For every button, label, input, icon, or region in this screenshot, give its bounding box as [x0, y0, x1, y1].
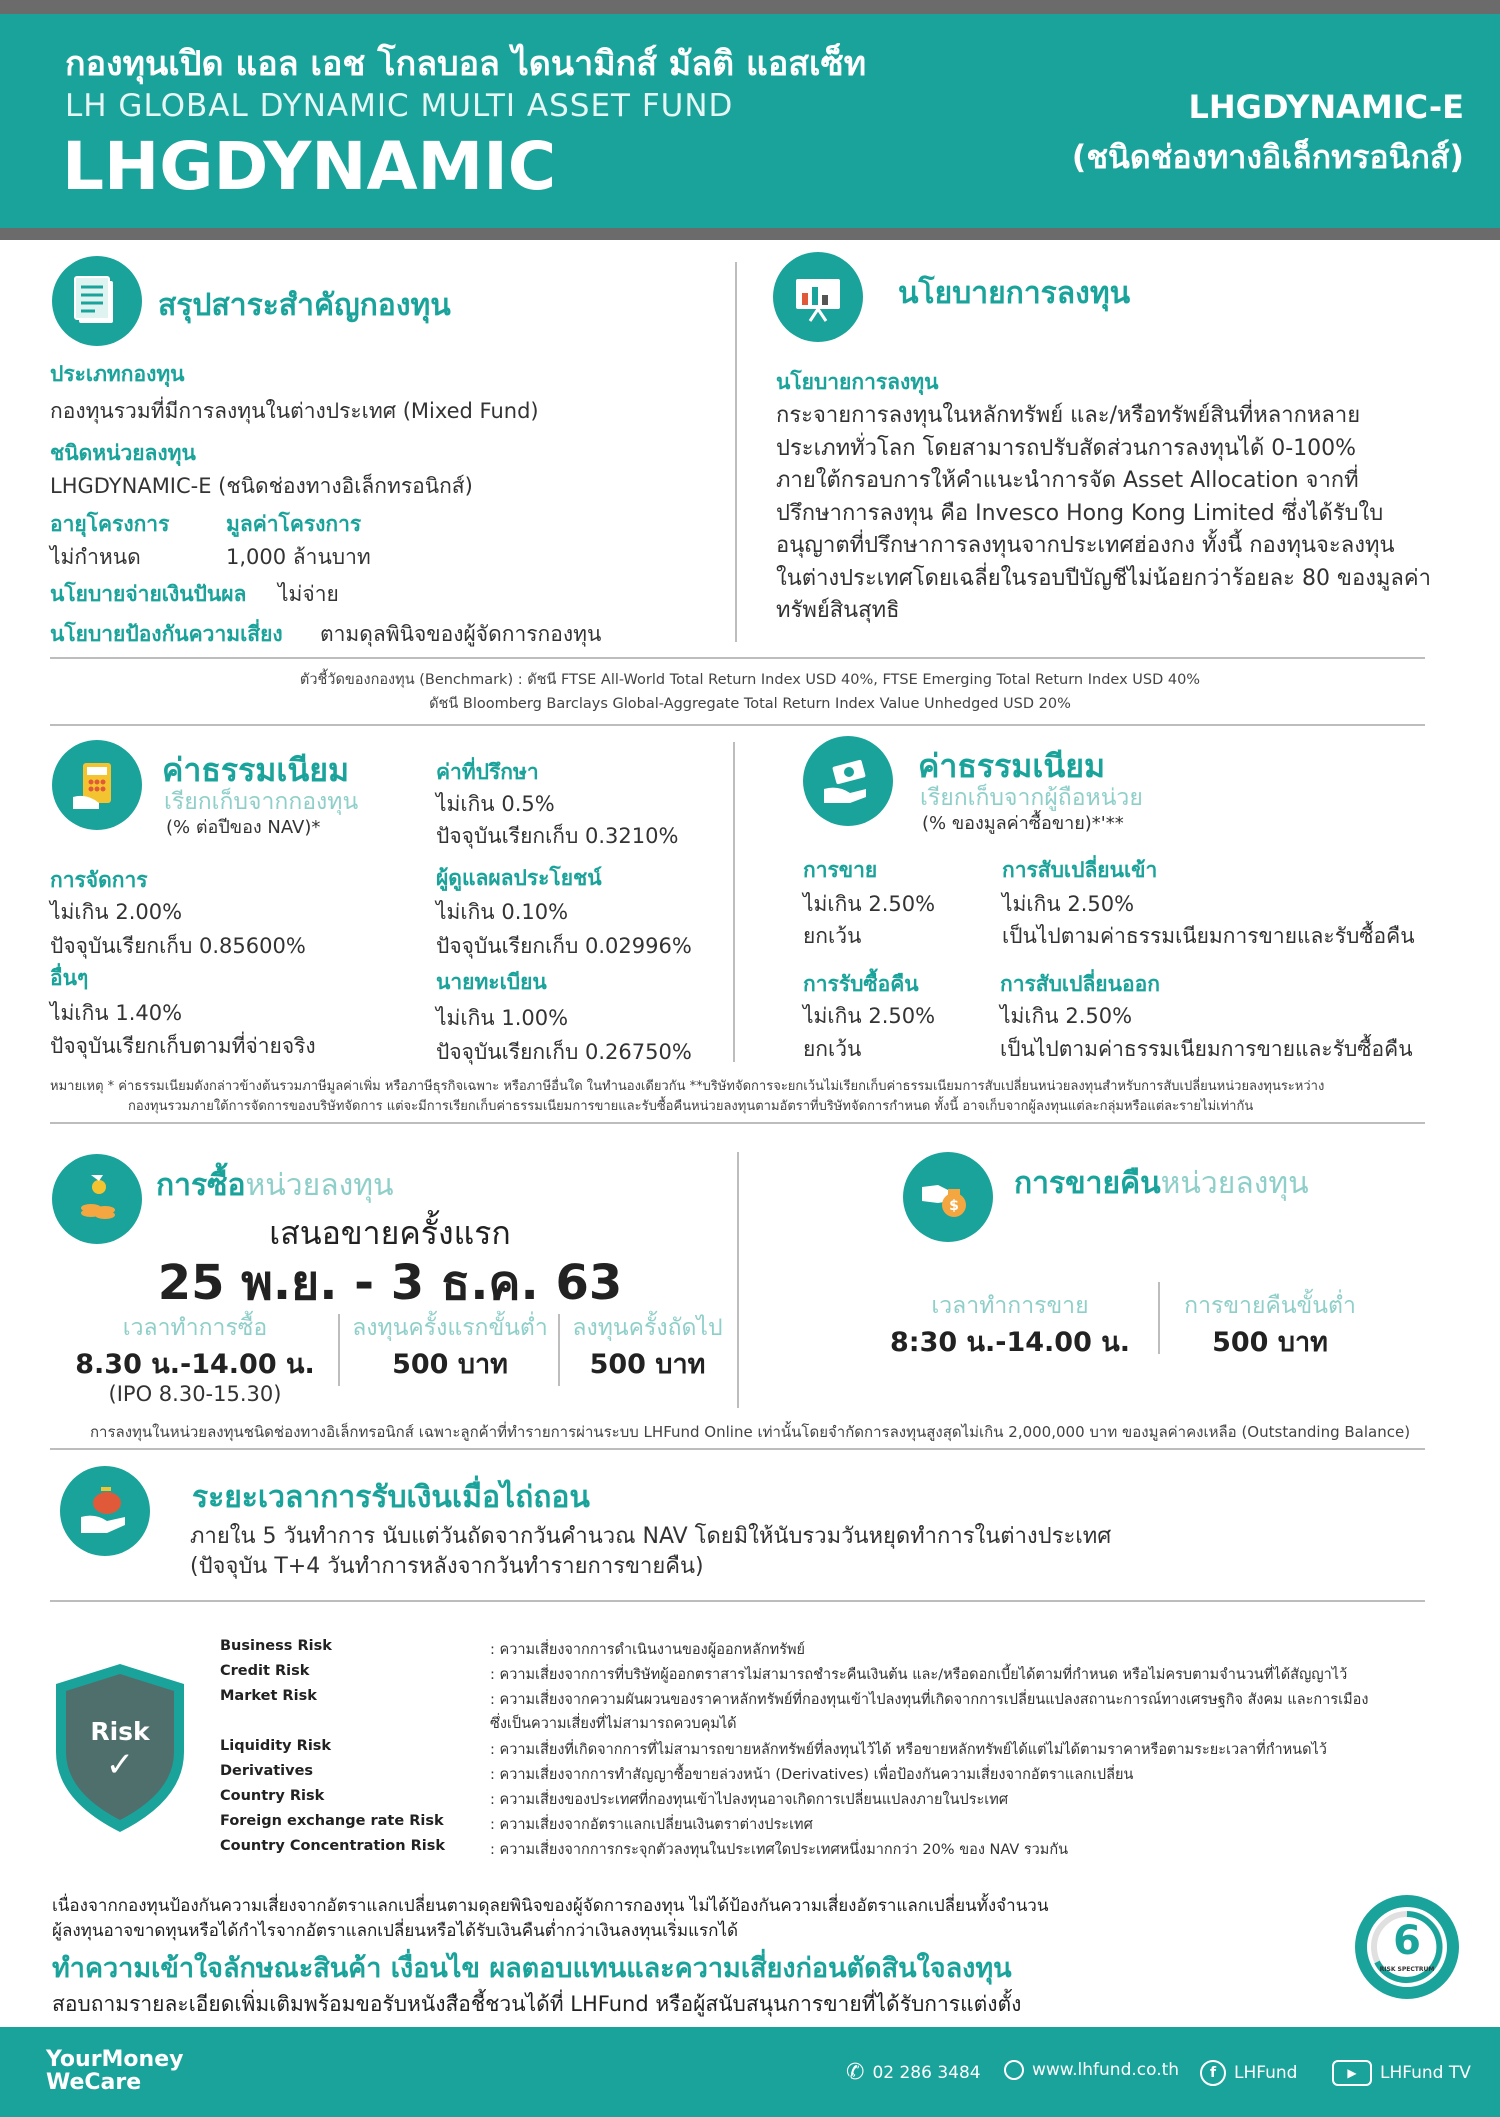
- switch-out-fee-max: ไม่เกิน 2.50%: [1000, 1004, 1133, 1028]
- switch-out-fee-label: การสับเปลี่ยนออก: [1000, 972, 1160, 996]
- sale-fee-max: ไม่เกิน 2.50%: [803, 892, 936, 916]
- online-note: การลงทุนในหน่วยลงทุนชนิดช่องทางอิเล็กทรอนิกส์ เฉพาะลูกค้าที่ทำรายการผ่านระบบ LHFund Online เท่านั้นโดยจำกัดการลงทุนสูงสุดไม่เกิน 2,000,000 บาท ของมูลค่าคงเหลือ (Outstanding Balance): [89, 1423, 1411, 1441]
- ipo-label: เสนอขายครั้งแรก: [269, 1214, 511, 1252]
- header-bottom-stripe: [0, 228, 1500, 240]
- risk-desc: : ความเสี่ยงจากการที่บริษัทผู้ออกตราสารไม่สามารถชำระคืนเงินต้น และ/หรือดอกเบี้ยได้ตามที่กำหนด หรือไม่ครบตามจำนวนที่ได้สัญญาไว้: [490, 1667, 1348, 1683]
- term-label: อายุโครงการ: [50, 512, 170, 536]
- disclaimer-headline: ทำความเข้าใจลักษณะสินค้า เงื่อนไข ผลตอบแทนและความเสี่ยงก่อนตัดสินใจลงทุน: [52, 1953, 1012, 1984]
- hedge-label: นโยบายป้องกันความเสี่ยง: [50, 622, 283, 646]
- calculator-icon: [52, 740, 142, 830]
- advisor-fee-label: ค่าที่ปรึกษา: [436, 760, 539, 784]
- divider: [737, 1152, 739, 1408]
- summary-title: สรุปสาระสำคัญกองทุน: [158, 288, 451, 323]
- risk-shield-label: Risk: [90, 1717, 150, 1746]
- footer-tv[interactable]: [1332, 2060, 1471, 2086]
- risk-desc: ซึ่งเป็นความเสี่ยงที่ไม่สามารถควบคุมได้: [490, 1716, 737, 1732]
- switch-out-fee-current: เป็นไปตามค่าธรรมเนียมการขายและรับซื้อคืน: [1000, 1037, 1413, 1061]
- benchmark-line-1: ตัวชี้วัดของกองทุน (Benchmark) : ดัชนี FTSE All-World Total Return Index USD 40%, FTSE Emerging Total Return Index USD 40%: [299, 672, 1201, 688]
- fund-thai-name: กองทุนเปิด แอล เอช โกลบอล ไดนามิกส์ มัลติ แอสเซ็ท: [65, 44, 867, 84]
- sell-title-bold: การขายคืน: [1014, 1166, 1161, 1201]
- dividend-label: นโยบายจ่ายเงินปันผล: [50, 582, 247, 606]
- fees-fund-title: ค่าธรรมเนียม: [162, 751, 350, 789]
- redeem-fee-label: การรับซื้อคืน: [803, 972, 919, 996]
- phone-number: 02 286 3484: [872, 2062, 981, 2083]
- size-value: 1,000 ล้านบาท: [226, 545, 371, 569]
- policy-line: ประเภททั่วโลก โดยสามารถปรับสัดส่วนการลงทุนได้ 0-100%: [776, 435, 1357, 461]
- term-value: ไม่กำหนด: [50, 545, 141, 569]
- fee-note-line-1: หมายเหตุ * ค่าธรรมเนียมดังกล่าวข้างต้นรวมภาษีมูลค่าเพิ่ม หรือภาษีธุรกิจเฉพาะ หรือภาษีอื่นใด ในทำนองเดียวกัน **บริษัทจัดการจะยกเว้นไม่เรียกเก็บค่าธรรมเนียมการสับเปลี่ยนหน่วยลงทุนสำหรับการสับเปลี่ยนหน่วยลงทุนระหว่าง: [50, 1079, 1325, 1094]
- fees-holder-note: (% ของมูลค่าซื้อขาย)*'**: [922, 813, 1124, 834]
- footer-slogan: [46, 2048, 183, 2094]
- registrar-fee-label: นายทะเบียน: [436, 970, 547, 994]
- disclaimer-line-2: ผู้ลงทุนอาจขาดทุนหรือได้กำไรจากอัตราแลกเปลี่ยนหรือได้รับเงินคืนต่ำกว่าเงินลงทุนเริ่มแรกได้: [52, 1921, 739, 1941]
- risk-spectrum-level: 6: [1393, 1918, 1421, 1964]
- risk-name: Country Risk: [220, 1788, 325, 1804]
- risk-name: Liquidity Risk: [220, 1738, 332, 1754]
- risk-desc: : ความเสี่ยงจากอัตราแลกเปลี่ยนเงินตราต่างประเทศ: [490, 1817, 813, 1833]
- registrar-fee-current: ปัจจุบันเรียกเก็บ 0.26750%: [436, 1040, 692, 1064]
- fees-fund-note: (% ต่อปีของ NAV)*: [166, 817, 321, 838]
- policy-line: ปรึกษาการลงทุน คือ Invesco Hong Kong Limited ซึ่งได้รับใบ: [776, 500, 1384, 526]
- buy-time-value: 8.30 น.-14.00 น.: [75, 1349, 315, 1380]
- phone-icon: ✆: [846, 2060, 865, 2085]
- fund-type-label: ประเภทกองทุน: [50, 362, 185, 386]
- advisor-fee-current: ปัจจุบันเรียกเก็บ 0.3210%: [436, 824, 679, 848]
- policy-line: กระจายการลงทุนในหลักทรัพย์ และ/หรือทรัพย์สินที่หลากหลาย: [776, 403, 1361, 428]
- facebook-icon: f: [1200, 2060, 1226, 2086]
- coin-hand-icon: [52, 1154, 142, 1244]
- divider: [50, 657, 1425, 659]
- facebook-label: LHFund: [1234, 2063, 1298, 2083]
- divider: [733, 742, 735, 1062]
- disclaimer-line-1: เนื่องจากกองทุนป้องกันความเสี่ยงจากอัตราแลกเปลี่ยนตามดุลยพินิจของผู้จัดการกองทุน ไม่ได้ป้องกันความเสี่ยงอัตราแลกเปลี่ยนทั้งจำนวน: [52, 1896, 1049, 1916]
- tv-label: LHFund TV: [1380, 2063, 1471, 2083]
- sale-fee-label: การขาย: [803, 858, 878, 882]
- min-next-label: ลงทุนครั้งถัดไป: [572, 1315, 723, 1341]
- play-icon: ▶: [1332, 2060, 1372, 2086]
- fees-fund-subtitle: เรียกเก็บจากกองทุน: [164, 789, 359, 815]
- risk-name: Country Concentration Risk: [220, 1838, 446, 1854]
- buy-title: [156, 1162, 394, 1209]
- risk-name: Derivatives: [220, 1763, 314, 1779]
- checkmark-icon: ✓: [105, 1745, 135, 1785]
- switch-in-fee-max: ไม่เกิน 2.50%: [1002, 892, 1135, 916]
- footer-facebook[interactable]: [1200, 2060, 1297, 2086]
- advisor-fee-max: ไม่เกิน 0.5%: [436, 792, 555, 816]
- policy-text: [776, 400, 1476, 628]
- buy-time-note: (IPO 8.30-15.30): [108, 1382, 282, 1406]
- sell-title-light: หน่วยลงทุน: [1160, 1166, 1309, 1201]
- sell-time-label: เวลาทำการขาย: [931, 1293, 1089, 1319]
- website-url: www.lhfund.co.th: [1032, 2060, 1180, 2080]
- footer-website[interactable]: [1004, 2060, 1179, 2080]
- divider: [50, 1600, 1425, 1602]
- divider: [50, 724, 1425, 726]
- fund-code: LHGDYNAMIC: [62, 128, 557, 205]
- sell-min-value: 500 บาท: [1212, 1327, 1328, 1358]
- policy-line: ในต่างประเทศโดยเฉลี่ยในรอบปีบัญชีไม่น้อยกว่าร้อยละ 80 ของมูลค่า: [776, 565, 1431, 591]
- fund-english-name: LH GLOBAL DYNAMIC MULTI ASSET FUND: [65, 88, 734, 124]
- mgmt-fee-current: ปัจจุบันเรียกเก็บ 0.85600%: [50, 934, 306, 958]
- unit-type-label: ชนิดหน่วยลงทุน: [50, 441, 196, 465]
- disclaimer-contact: สอบถามรายละเอียดเพิ่มเติมพร้อมขอรับหนังสือชี้ชวนได้ที่ LHFund หรือผู้สนับสนุนการขายที่ได้รับการแต่งตั้ง: [52, 1992, 1022, 2016]
- fee-note-line-2: กองทุนรวมภายใต้การจัดการของบริษัทจัดการ แต่จะมีการเรียกเก็บค่าธรรมเนียมการขายและรับซื้อคืนหน่วยลงทุนตามอัตราที่บริษัทจัดการกำหนด ทั้งนี้ อาจเก็บจากผู้ลงทุนแต่ละกลุ่มหรือแต่ละรายไม่เท่ากัน: [128, 1099, 1254, 1114]
- sell-time-value: 8:30 น.-14.00 น.: [890, 1327, 1130, 1358]
- risk-spectrum-label: RISK SPECTRUM: [1379, 1966, 1435, 1973]
- policy-label: นโยบายการลงทุน: [776, 370, 939, 394]
- policy-line: อนุญาตที่ปรึกษาการลงทุนจากประเทศฮ่องกง ทั้งนี้ กองทุนจะลงทุน: [776, 533, 1395, 558]
- risk-name: Business Risk: [220, 1638, 332, 1654]
- divider: [735, 262, 737, 642]
- redeem-fee-max: ไม่เกิน 2.50%: [803, 1004, 936, 1028]
- risk-name: Market Risk: [220, 1688, 317, 1704]
- switch-in-fee-label: การสับเปลี่ยนเข้า: [1002, 858, 1158, 882]
- money-bag-hand-icon: [903, 1152, 993, 1242]
- risk-desc: : ความเสี่ยงจากการกระจุกตัวลงทุนในประเทศใดประเทศหนึ่งมากกว่า 20% ของ NAV รวมกัน: [490, 1842, 1069, 1858]
- slogan-line-2: WeCare: [46, 2070, 142, 2095]
- top-stripe: [0, 0, 1500, 14]
- class-code: LHGDYNAMIC-E: [1188, 88, 1464, 126]
- min-first-value: 500 บาท: [392, 1349, 508, 1380]
- globe-icon: [1004, 2060, 1024, 2080]
- policy-line: ภายใต้กรอบการให้คำแนะนำการจัด Asset Allocation จากที่: [776, 468, 1359, 493]
- piggy-bank-hand-icon: [60, 1466, 150, 1556]
- money-hand-icon: [803, 736, 893, 826]
- footer-phone[interactable]: [846, 2060, 981, 2085]
- ipo-date: 25 พ.ย. - 3 ธ.ค. 63: [157, 1255, 623, 1311]
- trustee-fee-label: ผู้ดูแลผลประโยชน์: [436, 866, 602, 890]
- trustee-fee-current: ปัจจุบันเรียกเก็บ 0.02996%: [436, 934, 692, 958]
- switch-in-fee-current: เป็นไปตามค่าธรรมเนียมการขายและรับซื้อคืน: [1002, 924, 1415, 948]
- other-fee-current: ปัจจุบันเรียกเก็บตามที่จ่ายจริง: [50, 1034, 316, 1058]
- payout-line-1: ภายใน 5 วันทำการ นับแต่วันถัดจากวันคำนวณ NAV โดยมิให้นับรวมวันหยุดทำการในต่างประเทศ: [190, 1524, 1112, 1549]
- policy-title: นโยบายการลงทุน: [898, 276, 1131, 311]
- fees-holder-subtitle: เรียกเก็บจากผู้ถือหน่วย: [920, 785, 1143, 811]
- class-description: (ชนิดช่องทางอิเล็กทรอนิกส์): [1071, 138, 1464, 176]
- divider: [50, 1448, 1425, 1450]
- dividend-value: ไม่จ่าย: [278, 582, 339, 606]
- slogan-line-1: YourMoney: [46, 2047, 184, 2072]
- risk-desc: : ความเสี่ยงที่เกิดจากการที่ไม่สามารถขายหลักทรัพย์ที่ลงทุนไว้ได้ หรือขายหลักทรัพย์ได้แต่ไม่ได้ตามราคาหรือตามระยะเวลาที่กำหนดไว้: [490, 1742, 1327, 1758]
- mgmt-fee-label: การจัดการ: [50, 868, 148, 892]
- payout-line-2: (ปัจจุบัน T+4 วันทำการหลังจากวันทำรายการขายคืน): [190, 1554, 704, 1579]
- buy-title-light: หน่วยลงทุน: [245, 1168, 394, 1203]
- risk-desc: : ความเสี่ยงจากการดำเนินงานของผู้ออกหลักทรัพย์: [490, 1642, 806, 1658]
- risk-spectrum-badge: [1352, 1892, 1462, 2002]
- registrar-fee-max: ไม่เกิน 1.00%: [436, 1006, 569, 1030]
- risk-desc: : ความเสี่ยงจากความผันผวนของราคาหลักทรัพย์ที่กองทุนเข้าไปลงทุนที่เกิดจากการเปลี่ยนแปลงสถานะการณ์ทางเศรษฐกิจ สังคม และการเมือง: [490, 1692, 1369, 1708]
- risk-desc: : ความเสี่ยงของประเทศที่กองทุนเข้าไปลงทุนอาจเกิดการเปลี่ยนแปลงภายในประเทศ: [490, 1792, 1009, 1808]
- policy-line: ทรัพย์สินสุทธิ: [776, 598, 900, 623]
- benchmark-line-2: ดัชนี Bloomberg Barclays Global-Aggregate Total Return Index Value Unhedged USD 20%: [429, 696, 1071, 712]
- trustee-fee-max: ไม่เกิน 0.10%: [436, 900, 569, 924]
- buy-title-bold: การซื้อ: [156, 1168, 246, 1203]
- document-icon: [52, 256, 142, 346]
- sell-min-label: การขายคืนขั้นต่ำ: [1184, 1293, 1356, 1319]
- size-label: มูลค่าโครงการ: [226, 512, 362, 536]
- buy-time-label: เวลาทำการซื้อ: [122, 1315, 268, 1341]
- min-first-label: ลงทุนครั้งแรกขั้นต่ำ: [352, 1315, 548, 1341]
- other-fee-label: อื่นๆ: [50, 966, 89, 990]
- divider: [50, 1122, 1425, 1124]
- sell-title: [1014, 1160, 1309, 1207]
- mgmt-fee-max: ไม่เกิน 2.00%: [50, 900, 183, 924]
- min-next-value: 500 บาท: [589, 1349, 706, 1380]
- fees-holder-title: ค่าธรรมเนียม: [918, 747, 1106, 785]
- payout-title: ระยะเวลาการรับเงินเมื่อไถ่ถอน: [192, 1480, 590, 1515]
- risk-name: Foreign exchange rate Risk: [220, 1813, 444, 1829]
- svg-text:$: $: [949, 1198, 959, 1214]
- risk-name: Credit Risk: [220, 1663, 310, 1679]
- unit-type-value: LHGDYNAMIC-E (ชนิดช่องทางอิเล็กทรอนิกส์): [50, 474, 473, 498]
- presentation-chart-icon: [773, 252, 863, 342]
- other-fee-max: ไม่เกิน 1.40%: [50, 1001, 183, 1025]
- redeem-fee-current: ยกเว้น: [803, 1037, 862, 1061]
- risk-desc: : ความเสี่ยงจากการทำสัญญาซื้อขายล่วงหน้า (Derivatives) เพื่อป้องกันความเสี่ยงจากอัตราแลกเปลี่ยน: [490, 1767, 1134, 1783]
- fund-type-value: กองทุนรวมที่มีการลงทุนในต่างประเทศ (Mixed Fund): [50, 399, 539, 423]
- sale-fee-current: ยกเว้น: [803, 924, 862, 948]
- hedge-value: ตามดุลพินิจของผู้จัดการกองทุน: [320, 622, 602, 646]
